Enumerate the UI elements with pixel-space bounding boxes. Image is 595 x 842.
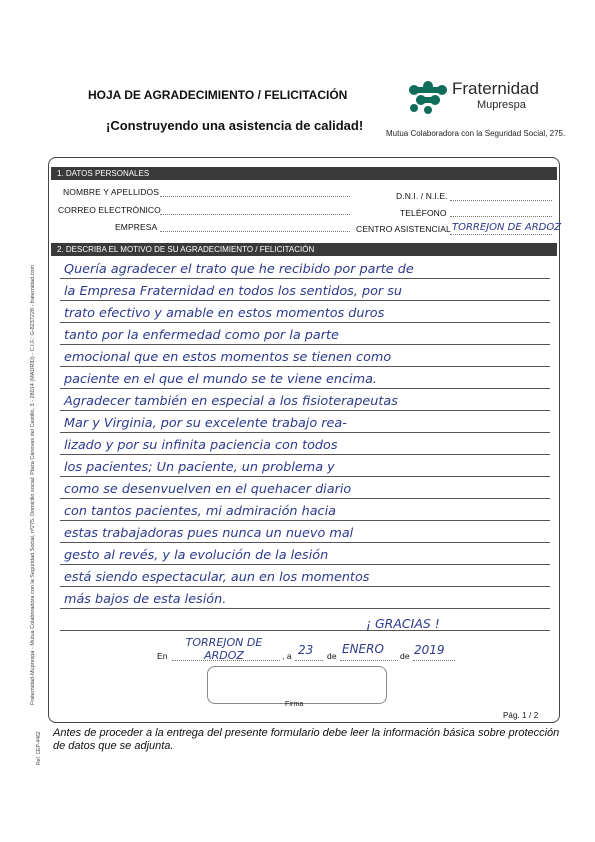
ruled-line bbox=[60, 410, 550, 411]
handwritten-line: la Empresa Fraternidad en todos los sentidos, por su bbox=[64, 284, 403, 299]
ruled-line bbox=[60, 476, 550, 477]
handwritten-line: tanto por la enfermedad como por la parte bbox=[64, 328, 339, 343]
section-reason-header: 2. DESCRIBA EL MOTIVO DE SU AGRADECIMIENTO / FELICITACIÓN bbox=[51, 243, 557, 256]
ruled-line bbox=[60, 586, 550, 587]
ruled-line bbox=[60, 608, 550, 609]
gracias-text: ¡ GRACIAS ! bbox=[366, 616, 440, 631]
day-field[interactable] bbox=[295, 660, 323, 661]
label-a: , a bbox=[282, 651, 292, 661]
name-field[interactable] bbox=[160, 196, 350, 197]
mutua-text: Mutua Colaboradora con la Seguridad Social, 275. bbox=[386, 129, 566, 138]
day-value: 23 bbox=[298, 643, 314, 657]
ruled-line bbox=[60, 520, 550, 521]
ruled-line bbox=[60, 432, 550, 433]
handwritten-line: Agradecer también en especial a los fisioterapeutas bbox=[64, 394, 398, 409]
handwritten-line: con tantos pacientes, mi admiración hacia bbox=[64, 504, 336, 519]
handwritten-line: estas trabajadoras pues nunca un nuevo mal bbox=[64, 526, 354, 541]
label-de-2: de bbox=[400, 651, 410, 661]
label-en: En bbox=[157, 651, 168, 661]
label-name: NOMBRE Y APELLIDOS bbox=[63, 187, 159, 197]
ruled-line bbox=[60, 344, 550, 345]
handwritten-line: paciente en el que el mundo se te viene encima. bbox=[64, 372, 377, 387]
handwritten-line: está siendo espectacular, aun en los momentos bbox=[64, 570, 370, 585]
handwritten-line: Mar y Virginia, por su excelente trabajo rea- bbox=[64, 416, 347, 431]
signature-box[interactable] bbox=[207, 666, 387, 704]
phone-field[interactable] bbox=[450, 216, 552, 217]
center-field[interactable] bbox=[450, 234, 552, 235]
month-value: ENERO bbox=[342, 642, 384, 656]
dni-field[interactable] bbox=[450, 200, 552, 201]
year-field[interactable] bbox=[413, 660, 455, 661]
place-value: TORREJON DE ARDOZ bbox=[185, 636, 263, 662]
handwritten-line: más bajos de esta lesión. bbox=[64, 592, 227, 607]
company-field[interactable] bbox=[160, 231, 350, 232]
form-subtitle: ¡Construyendo una asistencia de calidad! bbox=[106, 118, 364, 133]
handwritten-line: emocional que en estos momentos se tienen como bbox=[64, 350, 392, 365]
center-value: TORREJON DE ARDOZ bbox=[452, 222, 562, 233]
label-de-1: de bbox=[327, 651, 337, 661]
ruled-line bbox=[60, 454, 550, 455]
handwritten-line: Quería agradecer el trato que he recibido por parte de bbox=[64, 262, 414, 277]
ruled-line bbox=[60, 300, 550, 301]
label-center: CENTRO ASISTENCIAL bbox=[356, 224, 451, 234]
ruled-line bbox=[60, 542, 550, 543]
label-company: EMPRESA bbox=[115, 222, 158, 232]
ref-code: Ref. CEP-4462 bbox=[36, 731, 42, 765]
section-personal-data-header: 1. DATOS PERSONALES bbox=[51, 167, 557, 180]
handwritten-line: los pacientes; Un paciente, un problema y bbox=[64, 460, 335, 475]
ruled-line bbox=[60, 278, 550, 279]
logo-mark-icon bbox=[404, 78, 452, 118]
ruled-line bbox=[60, 322, 550, 323]
label-email: CORREO ELECTRÓNICO bbox=[58, 205, 161, 215]
ruled-line bbox=[60, 630, 550, 631]
brand-name: Fraternidad bbox=[452, 79, 539, 98]
year-value: 2019 bbox=[414, 643, 445, 657]
handwritten-line: lizado y por su infinita paciencia con todos bbox=[64, 438, 338, 453]
handwritten-line: trato efectivo y amable en estos momentos duros bbox=[64, 306, 385, 321]
side-legal-text: Fraternidad-Muprespa - Mutua Colaboradora con la Seguridad Social, nº275. Domicilio social: Plaza Cánovas del Castillo, 3 - 28014 (MADRID) - C.I.F.: G-8237228 - fraternidad.com bbox=[30, 264, 36, 705]
handwritten-line: como se desenvuelven en el quehacer diario bbox=[64, 482, 352, 497]
handwritten-line: gesto al revés, y la evolución de la lesión bbox=[64, 548, 329, 563]
label-phone: TELÉFONO bbox=[400, 208, 447, 218]
ruled-line bbox=[60, 388, 550, 389]
email-field[interactable] bbox=[160, 214, 350, 215]
brand-sub: Muprespa bbox=[477, 99, 526, 111]
form-title: HOJA DE AGRADECIMIENTO / FELICITACIÓN bbox=[88, 88, 348, 102]
data-protection-note: Antes de proceder a la entrega del presente formulario debe leer la información básica sobre protección de datos que se adjunta. bbox=[53, 727, 560, 752]
ruled-line bbox=[60, 366, 550, 367]
page-number: Pág. 1 / 2 bbox=[503, 711, 539, 720]
ruled-line bbox=[60, 564, 550, 565]
label-firma: Firma bbox=[285, 701, 304, 708]
label-dni: D.N.I. / N.I.E. bbox=[396, 191, 448, 201]
ruled-line bbox=[60, 498, 550, 499]
month-field[interactable] bbox=[340, 660, 398, 661]
